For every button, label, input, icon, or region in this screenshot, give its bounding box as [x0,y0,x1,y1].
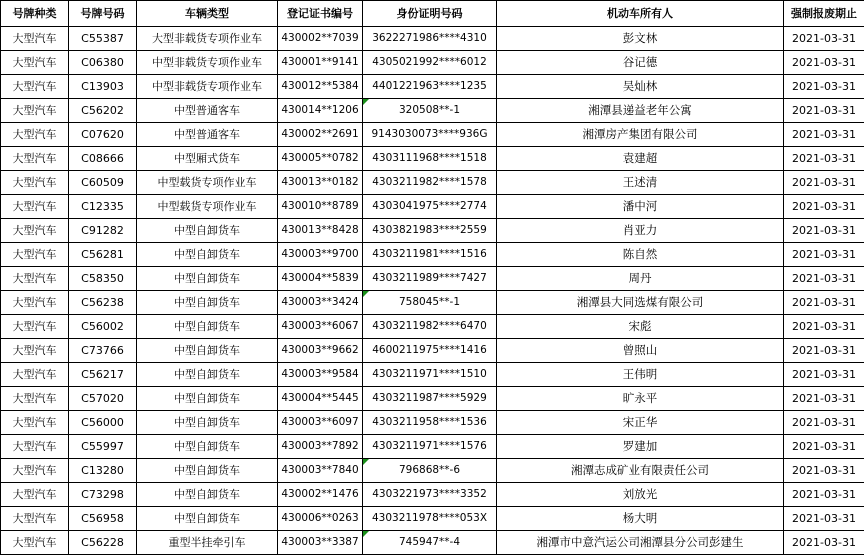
certificate-number-cell: 430001**9141 [278,51,363,75]
owner-cell: 湘潭房产集团有限公司 [497,123,784,147]
plate-number-cell: C58350 [69,267,137,291]
id-number-cell: 320508**-1 [363,99,497,123]
header-owner: 机动车所有人 [497,1,784,27]
scrap-deadline-cell: 2021-03-31 [784,339,864,363]
owner-cell: 杨大明 [497,507,784,531]
plate-number-cell: C56228 [69,531,137,555]
id-number-cell: 4303211981****1516 [363,243,497,267]
scrap-deadline-cell: 2021-03-31 [784,99,864,123]
scrap-deadline-cell: 2021-03-31 [784,27,864,51]
vehicle-type-cell: 中型非载货专项作业车 [137,51,278,75]
scrap-deadline-cell: 2021-03-31 [784,219,864,243]
plate-type-cell: 大型汽车 [1,123,69,147]
vehicle-type-cell: 中型非载货专项作业车 [137,75,278,99]
certificate-number-cell: 430003**9584 [278,363,363,387]
certificate-number-cell: 430014**1206 [278,99,363,123]
scrap-deadline-cell: 2021-03-31 [784,483,864,507]
plate-type-cell: 大型汽车 [1,51,69,75]
owner-cell: 曾照山 [497,339,784,363]
scrap-deadline-cell: 2021-03-31 [784,315,864,339]
owner-cell: 湘潭志成矿业有限责任公司 [497,459,784,483]
table-row [1,51,864,75]
plate-number-cell: C08666 [69,147,137,171]
owner-cell: 肖亚力 [497,219,784,243]
plate-type-cell: 大型汽车 [1,291,69,315]
owner-cell: 周丹 [497,267,784,291]
plate-type-cell: 大型汽车 [1,435,69,459]
scrap-deadline-cell: 2021-03-31 [784,195,864,219]
certificate-number-cell: 430003**6067 [278,315,363,339]
certificate-number-cell: 430002**1476 [278,483,363,507]
vehicle-type-cell: 中型自卸货车 [137,363,278,387]
header-certificate-number: 登记证书编号 [278,1,363,27]
scrap-deadline-cell: 2021-03-31 [784,291,864,315]
owner-cell: 湘潭县递益老年公寓 [497,99,784,123]
table-row [1,363,864,387]
plate-number-cell: C56000 [69,411,137,435]
table-row [1,171,864,195]
plate-number-cell: C56281 [69,243,137,267]
owner-cell: 王伟明 [497,363,784,387]
plate-number-cell: C55997 [69,435,137,459]
id-number-cell: 4303821983****2559 [363,219,497,243]
certificate-number-cell: 430002**7039 [278,27,363,51]
plate-number-cell: C56002 [69,315,137,339]
plate-type-cell: 大型汽车 [1,75,69,99]
table-row [1,483,864,507]
plate-type-cell: 大型汽车 [1,99,69,123]
table-row [1,507,864,531]
certificate-number-cell: 430003**9662 [278,339,363,363]
id-number-cell: 4305021992****6012 [363,51,497,75]
vehicle-type-cell: 中型自卸货车 [137,219,278,243]
plate-number-cell: C56202 [69,99,137,123]
owner-cell: 宋彪 [497,315,784,339]
vehicle-type-cell: 中型自卸货车 [137,339,278,363]
scrap-deadline-cell: 2021-03-31 [784,75,864,99]
certificate-number-cell: 430003**3387 [278,531,363,555]
id-number-cell: 4303211958****1536 [363,411,497,435]
vehicle-type-cell: 中型普通客车 [137,123,278,147]
table-body [1,27,864,555]
header-id-number: 身份证明号码 [363,1,497,27]
scrap-deadline-cell: 2021-03-31 [784,435,864,459]
scrap-deadline-cell: 2021-03-31 [784,267,864,291]
header-plate-type: 号牌种类 [1,1,69,27]
owner-cell: 陈自然 [497,243,784,267]
scrap-deadline-cell: 2021-03-31 [784,387,864,411]
scrap-deadline-cell: 2021-03-31 [784,459,864,483]
table-row [1,315,864,339]
certificate-number-cell: 430004**5839 [278,267,363,291]
plate-number-cell: C13903 [69,75,137,99]
certificate-number-cell: 430013**0182 [278,171,363,195]
id-number-cell: 4303211971****1510 [363,363,497,387]
header-row [1,1,864,27]
vehicle-type-cell: 中型普通客车 [137,99,278,123]
owner-cell: 王述清 [497,171,784,195]
vehicle-type-cell: 中型自卸货车 [137,387,278,411]
plate-number-cell: C56958 [69,507,137,531]
plate-number-cell: C60509 [69,171,137,195]
plate-number-cell: C55387 [69,27,137,51]
id-number-cell: 796868**-6 [363,459,497,483]
scrap-deadline-cell: 2021-03-31 [784,363,864,387]
owner-cell: 谷记德 [497,51,784,75]
id-number-cell: 745947**-4 [363,531,497,555]
plate-type-cell: 大型汽车 [1,147,69,171]
scrap-deadline-cell: 2021-03-31 [784,411,864,435]
owner-cell: 吴灿林 [497,75,784,99]
plate-type-cell: 大型汽车 [1,243,69,267]
certificate-number-cell: 430006**0263 [278,507,363,531]
vehicle-type-cell: 中型厢式货车 [137,147,278,171]
scrap-deadline-cell: 2021-03-31 [784,147,864,171]
plate-type-cell: 大型汽车 [1,411,69,435]
vehicle-type-cell: 中型自卸货车 [137,267,278,291]
vehicle-type-cell: 中型自卸货车 [137,459,278,483]
table-row [1,243,864,267]
owner-cell: 罗建加 [497,435,784,459]
owner-cell: 湘潭市中意汽运公司湘潭县分公司彭建生 [497,531,784,555]
certificate-number-cell: 430003**7892 [278,435,363,459]
table-row [1,531,864,555]
table-row [1,195,864,219]
scrap-deadline-cell: 2021-03-31 [784,123,864,147]
table-row [1,219,864,243]
table-row [1,459,864,483]
certificate-number-cell: 430004**5445 [278,387,363,411]
plate-number-cell: C57020 [69,387,137,411]
owner-cell: 湘潭县大同选煤有限公司 [497,291,784,315]
scrap-deadline-cell: 2021-03-31 [784,51,864,75]
table-row [1,339,864,363]
header-scrap-deadline: 强制报废期止 [784,1,864,27]
plate-type-cell: 大型汽车 [1,267,69,291]
certificate-number-cell: 430002**2691 [278,123,363,147]
table-row [1,147,864,171]
plate-type-cell: 大型汽车 [1,315,69,339]
owner-cell: 彭文林 [497,27,784,51]
vehicle-type-cell: 重型半挂牵引车 [137,531,278,555]
plate-number-cell: C91282 [69,219,137,243]
scrap-deadline-cell: 2021-03-31 [784,243,864,267]
plate-type-cell: 大型汽车 [1,459,69,483]
vehicle-type-cell: 大型非载货专项作业车 [137,27,278,51]
plate-number-cell: C56217 [69,363,137,387]
vehicle-type-cell: 中型自卸货车 [137,315,278,339]
id-number-cell: 4303211978****053X [363,507,497,531]
plate-number-cell: C13280 [69,459,137,483]
table-row [1,291,864,315]
vehicle-type-cell: 中型载货专项作业车 [137,171,278,195]
scrap-deadline-cell: 2021-03-31 [784,507,864,531]
id-number-cell: 3622271986****4310 [363,27,497,51]
id-number-cell: 4303211987****5929 [363,387,497,411]
plate-number-cell: C73766 [69,339,137,363]
vehicle-type-cell: 中型载货专项作业车 [137,195,278,219]
table-row [1,267,864,291]
table-row [1,123,864,147]
vehicle-type-cell: 中型自卸货车 [137,507,278,531]
plate-number-cell: C73298 [69,483,137,507]
owner-cell: 潘中河 [497,195,784,219]
vehicle-type-cell: 中型自卸货车 [137,411,278,435]
table-row [1,411,864,435]
header-vehicle-type: 车辆类型 [137,1,278,27]
plate-type-cell: 大型汽车 [1,531,69,555]
owner-cell: 宋正华 [497,411,784,435]
plate-number-cell: C56238 [69,291,137,315]
id-number-cell: 4401221963****1235 [363,75,497,99]
vehicle-type-cell: 中型自卸货车 [137,291,278,315]
plate-type-cell: 大型汽车 [1,363,69,387]
plate-type-cell: 大型汽车 [1,171,69,195]
scrap-deadline-cell: 2021-03-31 [784,171,864,195]
plate-type-cell: 大型汽车 [1,387,69,411]
plate-type-cell: 大型汽车 [1,483,69,507]
table-row [1,27,864,51]
certificate-number-cell: 430003**3424 [278,291,363,315]
certificate-number-cell: 430003**7840 [278,459,363,483]
certificate-number-cell: 430012**5384 [278,75,363,99]
table-row [1,99,864,123]
scrap-deadline-cell: 2021-03-31 [784,531,864,555]
owner-cell: 刘放光 [497,483,784,507]
table-row [1,435,864,459]
id-number-cell: 4303111968****1518 [363,147,497,171]
plate-type-cell: 大型汽车 [1,195,69,219]
header-plate-number: 号牌号码 [69,1,137,27]
certificate-number-cell: 430003**6097 [278,411,363,435]
plate-number-cell: C06380 [69,51,137,75]
plate-type-cell: 大型汽车 [1,27,69,51]
id-number-cell: 4600211975****1416 [363,339,497,363]
id-number-cell: 4303211989****7427 [363,267,497,291]
certificate-number-cell: 430010**8789 [278,195,363,219]
id-number-cell: 4303221973****3352 [363,483,497,507]
vehicle-type-cell: 中型自卸货车 [137,435,278,459]
plate-number-cell: C07620 [69,123,137,147]
certificate-number-cell: 430013**8428 [278,219,363,243]
id-number-cell: 4303211971****1576 [363,435,497,459]
table-row [1,387,864,411]
owner-cell: 袁建超 [497,147,784,171]
table-row [1,75,864,99]
id-number-cell: 9143030073****936G [363,123,497,147]
vehicle-type-cell: 中型自卸货车 [137,483,278,507]
plate-number-cell: C12335 [69,195,137,219]
plate-type-cell: 大型汽车 [1,219,69,243]
owner-cell: 旷永平 [497,387,784,411]
id-number-cell: 4303211982****6470 [363,315,497,339]
certificate-number-cell: 430003**9700 [278,243,363,267]
id-number-cell: 758045**-1 [363,291,497,315]
certificate-number-cell: 430005**0782 [278,147,363,171]
id-number-cell: 4303211982****1578 [363,171,497,195]
vehicle-type-cell: 中型自卸货车 [137,243,278,267]
plate-type-cell: 大型汽车 [1,507,69,531]
plate-type-cell: 大型汽车 [1,339,69,363]
id-number-cell: 4303041975****2774 [363,195,497,219]
